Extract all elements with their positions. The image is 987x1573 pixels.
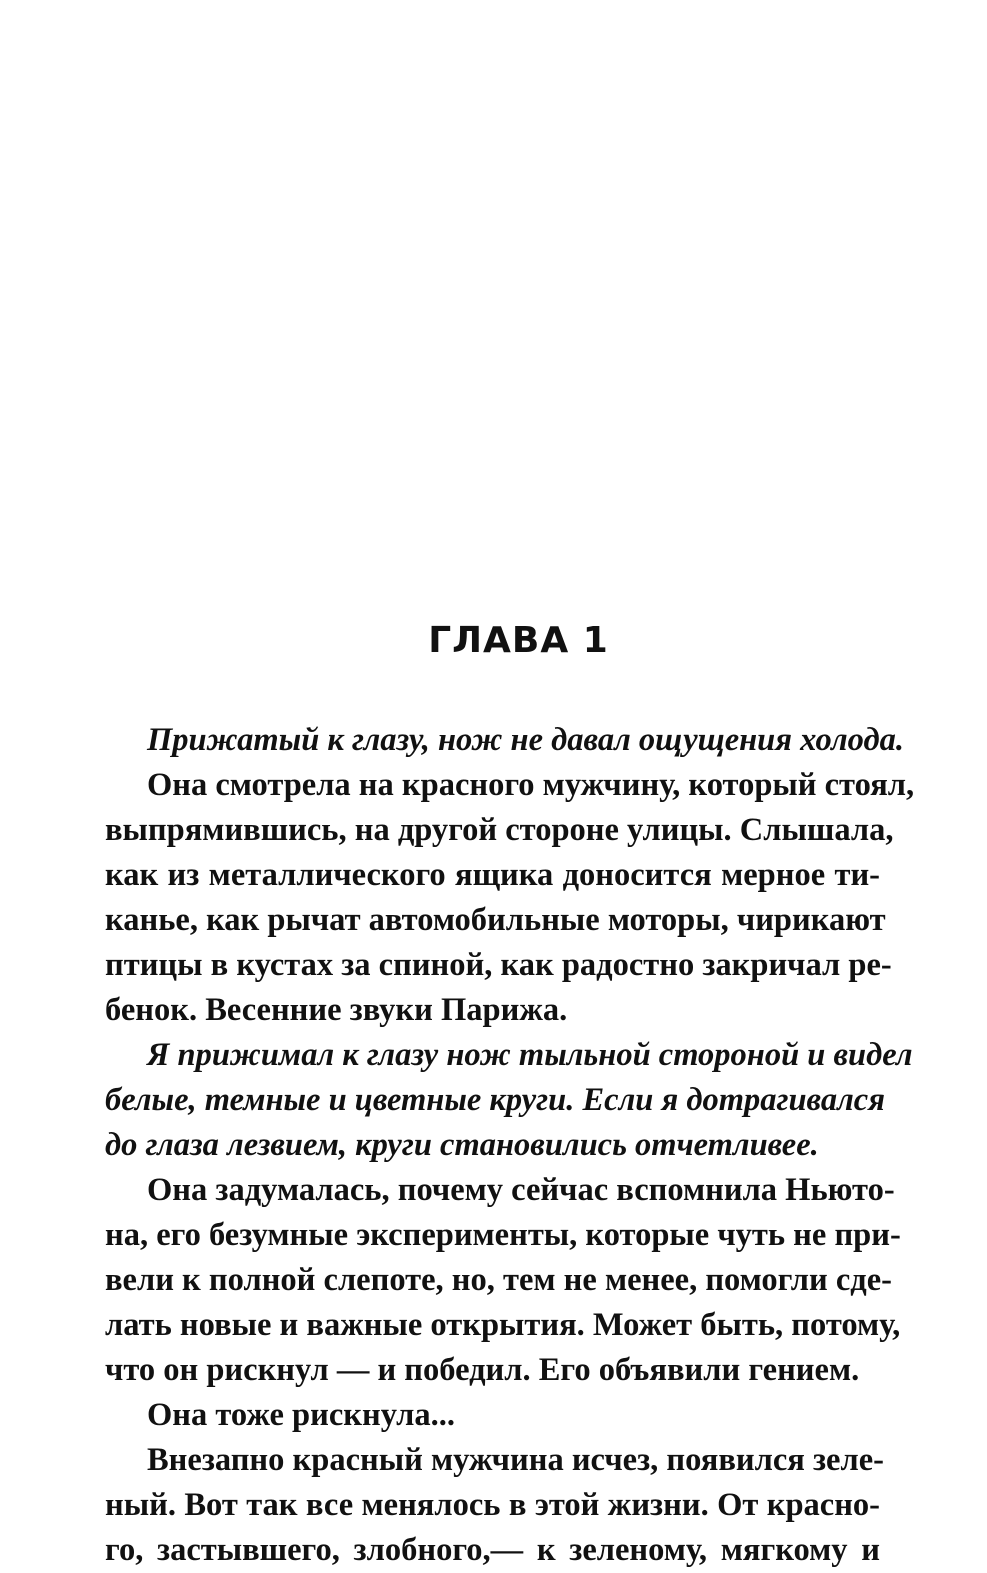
paragraph-italic bbox=[105, 1033, 913, 1168]
text-line: выпрямившись, на другой стороне улицы. Слышала, bbox=[105, 812, 894, 848]
body-text bbox=[105, 718, 915, 1573]
paragraph bbox=[105, 1168, 901, 1393]
text-line: бенок. Весенние звуки Парижа. bbox=[105, 992, 568, 1028]
text-line: Внезапно красный мужчина исчез, появился зеле- bbox=[147, 1442, 884, 1478]
text-line: вели к полной слепоте, но, тем не менее, помогли сде- bbox=[105, 1262, 892, 1298]
text-line: канье, как рычат автомобильные моторы, чирикают bbox=[105, 902, 886, 938]
text-line: птицы в кустах за спиной, как радостно закричал ре- bbox=[105, 947, 892, 983]
paragraph bbox=[105, 1438, 884, 1573]
text-line: как из металлического ящика доносится мерное ти- bbox=[105, 857, 880, 893]
text-line: ный. Вот так все менялось в этой жизни. От красно- bbox=[105, 1487, 880, 1523]
text-line: Она смотрела на красного мужчину, который стоял, bbox=[147, 767, 915, 803]
text-line: на, его безумные эксперименты, которые чуть не при- bbox=[105, 1217, 901, 1253]
text-line: Прижатый к глазу, нож не давал ощущения холода. bbox=[147, 722, 904, 758]
text-line: лать новые и важные открытия. Может быть, потому, bbox=[105, 1307, 901, 1343]
paragraph-italic bbox=[105, 718, 904, 763]
text-line: белые, темные и цветные круги. Если я дотрагивался bbox=[105, 1082, 885, 1118]
text-line: что он рискнул — и победил. Его объявили гением. bbox=[105, 1352, 860, 1388]
text-line: Она тоже рискнула... bbox=[147, 1397, 456, 1433]
text-line: го, застывшего, злобного,— к зеленому, мягкому и bbox=[105, 1532, 880, 1568]
chapter-title: ГЛАВА 1 bbox=[428, 620, 609, 661]
paragraph bbox=[105, 763, 915, 1033]
text-line: Она задумалась, почему сейчас вспомнила Ньюто- bbox=[147, 1172, 895, 1208]
text-line: до глаза лезвием, круги становились отчетливее. bbox=[105, 1127, 819, 1163]
text-line: Я прижимал к глазу нож тыльной стороной и видел bbox=[147, 1037, 913, 1073]
paragraph bbox=[105, 1393, 880, 1438]
